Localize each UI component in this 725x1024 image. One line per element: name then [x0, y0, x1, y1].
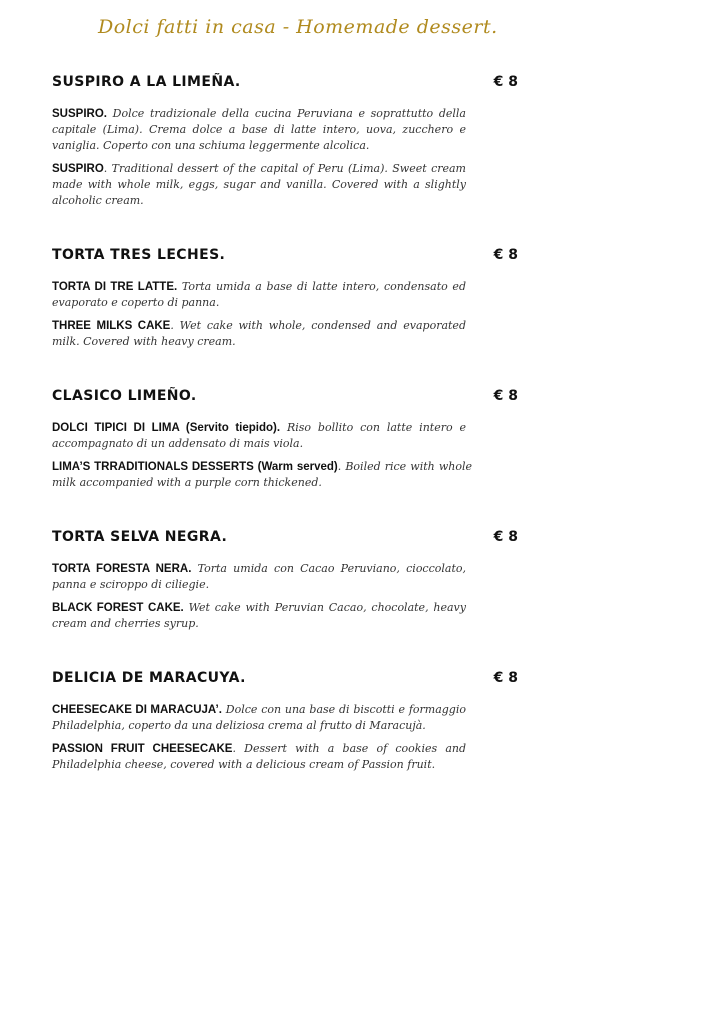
menu-item-name: SUSPIRO A LA LIMEÑA. — [52, 74, 241, 90]
description-text: Riso bollito con latte intero e accompagnato di un addensato di mais viola. — [52, 421, 467, 450]
description-text: . Dessert with a base of cookies and Philadelphia cheese, covered with a delicious cream of Passion fruit. — [52, 742, 467, 771]
menu-item-selva-negra — [52, 529, 518, 632]
menu-item-suspiro — [52, 74, 518, 209]
description-lead: LIMA’S TRRADITIONALS DESSERTS (Warm served) — [52, 461, 338, 473]
page-title: Dolci fatti in casa - Homemade dessert. — [98, 16, 498, 38]
menu-item-price: € 8 — [493, 74, 518, 90]
description-italian — [52, 702, 466, 734]
menu-item-price: € 8 — [493, 529, 518, 545]
menu-item-price: € 8 — [493, 670, 518, 686]
menu-item-header — [52, 670, 518, 692]
description-lead: SUSPIRO — [52, 163, 104, 175]
description-lead: BLACK FOREST CAKE. — [52, 602, 184, 614]
description-english — [52, 161, 466, 209]
description-lead: TORTA DI TRE LATTE. — [52, 281, 178, 293]
description-lead: SUSPIRO. — [52, 108, 107, 120]
description-text: Torta umida a base di latte intero, condensato ed evaporato e coperto di panna. — [52, 280, 466, 309]
menu-item-price: € 8 — [493, 247, 518, 263]
menu-item-delicia-maracuya — [52, 670, 518, 773]
description-italian — [52, 106, 466, 154]
description-english — [52, 600, 466, 632]
description-italian — [52, 561, 466, 593]
description-english — [52, 741, 466, 773]
menu-item-header — [52, 388, 518, 410]
description-text: Dolce tradizionale della cucina Peruviana e soprattutto della capitale (Lima). Crema dolce a base di latte intero, uova, zucchero e vaniglia. Coperto con una schiuma leggermente alcolica. — [52, 107, 466, 152]
description-text: . Boiled rice with whole milk accompanied with a purple corn thickened. — [52, 460, 472, 489]
description-lead: TORTA FORESTA NERA. — [52, 563, 192, 575]
description-english — [52, 459, 472, 491]
description-english — [52, 318, 466, 350]
menu-item-price: € 8 — [493, 388, 518, 404]
menu-item-name: TORTA SELVA NEGRA. — [52, 529, 228, 545]
description-text: Wet cake with Peruvian Cacao, chocolate, heavy cream and cherries syrup. — [52, 601, 466, 630]
menu-item-name: TORTA TRES LECHES. — [52, 247, 226, 263]
description-lead: DOLCI TIPICI DI LIMA (Servito tiepido). — [52, 422, 281, 434]
description-text: . Traditional dessert of the capital of Peru (Lima). Sweet cream made with whole milk, eggs, sugar and vanilla. Covered with a slightly alcoholic cream. — [52, 162, 466, 207]
description-italian — [52, 279, 466, 311]
menu-item-name: DELICIA DE MARACUYA. — [52, 670, 246, 686]
description-text: Torta umida con Cacao Peruviano, cioccolato, panna e sciroppo di ciliegie. — [52, 562, 466, 591]
menu-item-header — [52, 74, 518, 96]
menu-item-tres-leches — [52, 247, 518, 350]
menu-item-name: CLASICO LIMEÑO. — [52, 388, 197, 404]
description-lead: PASSION FRUIT CHEESECAKE — [52, 743, 233, 755]
menu-item-header — [52, 529, 518, 551]
description-text: Dolce con una base di biscotti e formaggio Philadelphia, coperto da una deliziosa crema al frutto di Maracujà. — [52, 703, 466, 732]
description-text: . Wet cake with whole, condensed and evaporated milk. Covered with heavy cream. — [52, 319, 466, 348]
description-lead: CHEESECAKE DI MARACUJA’. — [52, 704, 222, 716]
description-lead: THREE MILKS CAKE — [52, 320, 171, 332]
dessert-menu — [52, 74, 518, 811]
description-italian — [52, 420, 466, 452]
menu-item-header — [52, 247, 518, 269]
menu-item-clasico-limeno — [52, 388, 518, 491]
